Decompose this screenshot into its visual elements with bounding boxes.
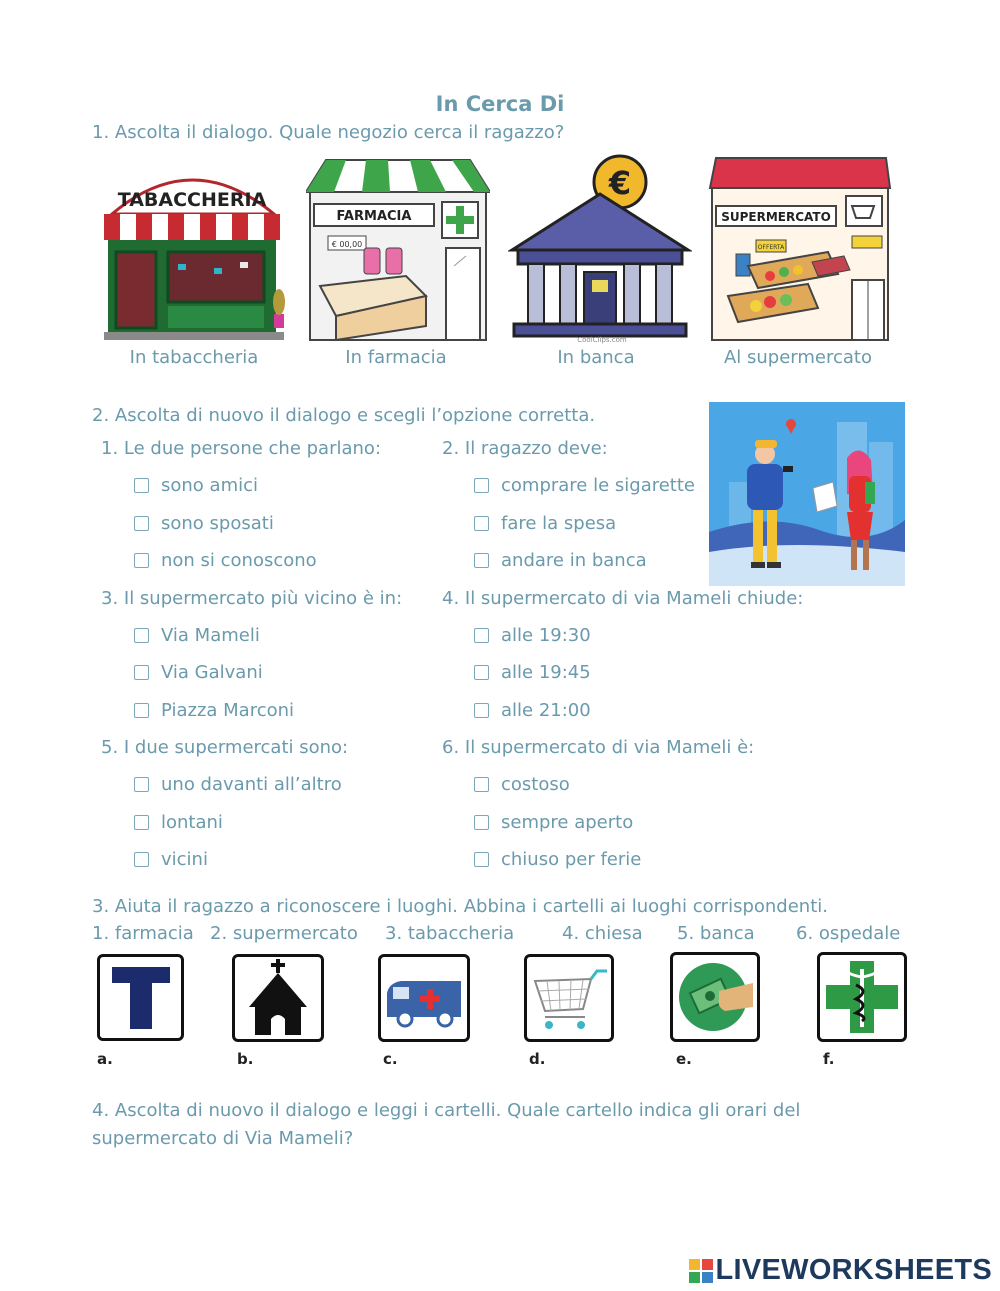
checkbox[interactable] [474, 665, 489, 680]
q3-option-2[interactable]: Via Galvani [134, 662, 263, 683]
q4-text: 4. Il supermercato di via Mameli chiude: [442, 588, 804, 609]
place-banca: 5. banca [677, 923, 755, 944]
farmacia-sign-text: FARMACIA [336, 209, 412, 224]
liveworksheets-icon [689, 1259, 713, 1283]
caption-banca: In banca [557, 347, 635, 368]
supermercato-sign-text: SUPERMERCATO [721, 210, 831, 224]
people-talking-illustration [709, 402, 905, 586]
q5-option-2[interactable]: lontani [134, 812, 223, 833]
q5-option-3[interactable]: vicini [134, 849, 208, 870]
checkbox[interactable] [134, 478, 149, 493]
section2-question: 2. Ascolta di nuovo il dialogo e scegli l’opzione corretta. [92, 405, 596, 426]
q3-option-1[interactable]: Via Mameli [134, 625, 260, 646]
checkbox[interactable] [134, 628, 149, 643]
place-tabaccheria: 3. tabaccheria [385, 923, 515, 944]
section1-question: 1. Ascolta il dialogo. Quale negozio cerca il ragazzo? [92, 122, 565, 143]
checkbox[interactable] [134, 703, 149, 718]
q1-option-1[interactable]: sono amici [134, 475, 258, 496]
checkbox[interactable] [134, 852, 149, 867]
banca-illustration [508, 154, 692, 344]
place-farmacia: 1. farmacia [92, 923, 194, 944]
sign-d[interactable] [524, 954, 614, 1042]
section4-question-line2: supermercato di Via Mameli? [92, 1128, 354, 1149]
sign-e[interactable] [670, 952, 760, 1042]
sign-a-letter: a. [97, 1050, 113, 1068]
q2-text: 2. Il ragazzo deve: [442, 438, 608, 459]
checkbox[interactable] [474, 852, 489, 867]
caption-supermercato: Al supermercato [723, 347, 873, 368]
checkbox[interactable] [474, 516, 489, 531]
q6-option-1[interactable]: costoso [474, 774, 570, 795]
q5-text: 5. I due supermercati sono: [101, 737, 349, 758]
checkbox[interactable] [474, 703, 489, 718]
q1-option-2[interactable]: sono sposati [134, 513, 274, 534]
sign-b-letter: b. [237, 1050, 254, 1068]
checkbox[interactable] [474, 553, 489, 568]
q6-option-3[interactable]: chiuso per ferie [474, 849, 641, 870]
section3-question: 3. Aiuta il ragazzo a riconoscere i luoghi. Abbina i cartelli ai luoghi corrispondenti. [92, 896, 828, 917]
sign-c[interactable] [378, 954, 470, 1042]
q2-option-1[interactable]: comprare le sigarette [474, 475, 695, 496]
farmacia-illustration [306, 156, 490, 342]
ambulance-icon [381, 957, 467, 1039]
sign-b[interactable] [232, 954, 324, 1042]
supermercato-illustration [708, 156, 892, 342]
liveworksheets-wordmark: LIVEWORKSHEETS [715, 1254, 992, 1286]
caption-farmacia: In farmacia [345, 347, 447, 368]
section4-question-line1: 4. Ascolta di nuovo il dialogo e leggi i cartelli. Quale cartello indica gli orari del [92, 1100, 801, 1121]
sign-f-letter: f. [823, 1050, 835, 1068]
q3-option-3[interactable]: Piazza Marconi [134, 700, 294, 721]
sign-a[interactable] [97, 954, 184, 1041]
q5-option-1[interactable]: uno davanti all’altro [134, 774, 342, 795]
place-supermercato: 2. supermercato [210, 923, 358, 944]
checkbox[interactable] [134, 815, 149, 830]
sign-f[interactable] [817, 952, 907, 1042]
liveworksheets-logo [689, 1254, 993, 1287]
money-hand-icon [673, 955, 757, 1039]
place-chiesa: 4. chiesa [562, 923, 643, 944]
sign-d-letter: d. [529, 1050, 546, 1068]
checkbox[interactable] [474, 628, 489, 643]
sign-e-letter: e. [676, 1050, 692, 1068]
checkbox[interactable] [134, 665, 149, 680]
q4-option-1[interactable]: alle 19:30 [474, 625, 591, 646]
checkbox[interactable] [474, 815, 489, 830]
q6-text: 6. Il supermercato di via Mameli è: [442, 737, 755, 758]
caption-tabaccheria: In tabaccheria [129, 347, 259, 368]
q4-option-2[interactable]: alle 19:45 [474, 662, 591, 683]
farmacia-price-text: € 00,00 [331, 240, 363, 249]
checkbox[interactable] [474, 777, 489, 792]
q2-option-2[interactable]: fare la spesa [474, 513, 616, 534]
q4-option-3[interactable]: alle 21:00 [474, 700, 591, 721]
tabaccheria-illustration [104, 156, 290, 342]
checkbox[interactable] [134, 553, 149, 568]
banca-credit-text: CoolClips.com [577, 336, 627, 344]
page-title: In Cerca Di [435, 92, 565, 116]
q1-option-3[interactable]: non si conoscono [134, 550, 317, 571]
sign-c-letter: c. [383, 1050, 398, 1068]
tabaccheria-sign-text: TABACCHERIA [117, 189, 267, 211]
shopping-cart-icon [527, 957, 611, 1039]
q1-text: 1. Le due persone che parlano: [101, 438, 382, 459]
checkbox[interactable] [134, 516, 149, 531]
tabacchi-t-icon [100, 957, 181, 1038]
q3-text: 3. Il supermercato più vicino è in: [101, 588, 403, 609]
checkbox[interactable] [134, 777, 149, 792]
svg-text:€: € [608, 164, 632, 202]
q6-option-2[interactable]: sempre aperto [474, 812, 633, 833]
checkbox[interactable] [474, 478, 489, 493]
svg-text:OFFERTA: OFFERTA [757, 244, 785, 251]
q2-option-3[interactable]: andare in banca [474, 550, 647, 571]
place-ospedale: 6. ospedale [796, 923, 901, 944]
church-icon [235, 957, 321, 1039]
pharmacy-cross-icon [820, 955, 904, 1039]
